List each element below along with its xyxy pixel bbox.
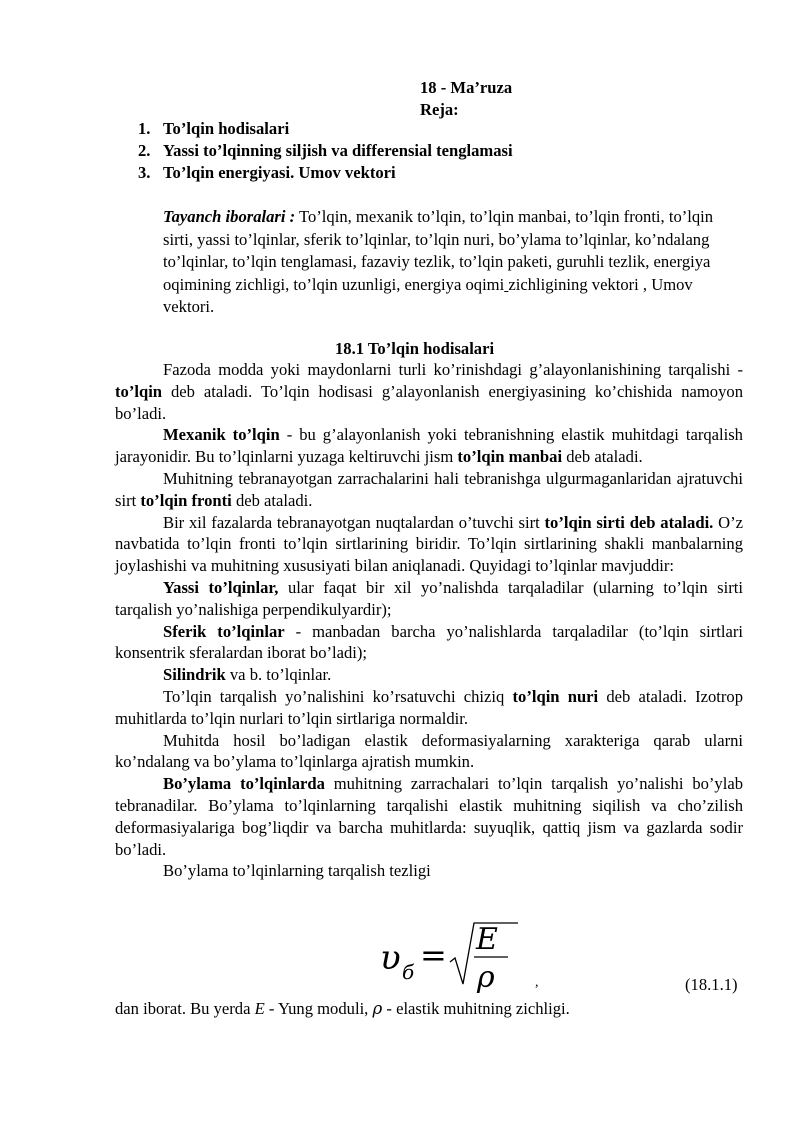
keywords-text: To’lqin, mexanik to’lqin, to’lqin manbai, to’lqin fronti, to’lqin sirti, yassi to’lqinlar, sferik to’lqinlar, to’lqin nuri, bo’ylama to’lqinlar, ko’ndalang to’lqinlar, to’lqin tenglamasi, fazaviy tezlik, to’lqin paketi, guruhli tezlik, energiya oqimining zichligi, to’lqin uzunligi, energiya oqimi xyxy=(163,207,714,294)
plan-list xyxy=(138,118,513,184)
formula-velocity-subscript: б xyxy=(402,960,415,984)
text-run: To’lqin tarqalish yo’nalishini ko’rsatuvchi chiziq xyxy=(163,686,513,706)
text-run: Bir xil fazalarda tebranayotgan nuqtalardan o’tuvchi sirt xyxy=(163,512,545,532)
plan-item-number: 1. xyxy=(138,119,151,138)
keywords-label: Tayanch iboralari : xyxy=(163,207,296,226)
text-run: va b. to’lqinlar. xyxy=(225,665,332,685)
text-run: O’z navbatida to’lqin fronti to’lqin sirtlarining biridir. To’lqin sirtlarining shakli manbalarning joylashishi va muhitning xususiyati bilan aniqlanadi. Quyidagi to’lqinlar mavjuddir: xyxy=(115,512,743,576)
keywords-text-end: zichligining vektori , Umov vektori. xyxy=(163,274,693,316)
plan-item xyxy=(138,118,513,140)
text-run: - bu g’alayonlanish yoki tebranishning elastik muhitdagi tarqalish jarayonidir. Bu to’lqinlarni yuzaga keltiruvchi jism xyxy=(115,425,743,467)
lecture-title: 18 - Ma’ruza xyxy=(420,78,513,97)
equation-number: (18.1.1) xyxy=(685,975,738,994)
symbol-rho: ρ xyxy=(372,999,383,1018)
term-mechanical-wave: Mexanik to’lqin xyxy=(163,425,280,445)
plan-item-text: To’lqin hodisalari xyxy=(163,119,290,138)
term-wave-ray: to’lqin nuri xyxy=(512,686,599,706)
term-spherical-waves: Sferik to’lqinlar xyxy=(163,621,285,641)
text-run: dan iborat. Bu yerda xyxy=(115,999,255,1018)
term-wave-source: to’lqin manbai xyxy=(457,447,563,467)
plan-item xyxy=(138,162,513,184)
text-run: ular faqat bir xil yo’nalishda tarqaladilar (ularning to’lqin sirti tarqalish yo’nalishiga perpendikulyardir); xyxy=(115,577,743,619)
term-wave-surface: to’lqin sirti deb ataladi. xyxy=(544,512,714,532)
paragraph-deformation xyxy=(115,730,743,774)
paragraph-spherical-waves xyxy=(115,621,743,665)
keywords-paragraph xyxy=(163,206,743,319)
paragraph-wave-front xyxy=(115,468,743,512)
plan-item-number: 2. xyxy=(138,141,151,160)
text-run: deb ataladi. Izotrop muhitlarda to’lqin nurlari to’lqin sirtlariga normaldir. xyxy=(115,686,743,728)
paragraph-longitudinal xyxy=(115,773,743,860)
symbol-E: E xyxy=(254,999,265,1018)
text-run: muhitning zarrachalari to’lqin tarqalish yo’nalishi bo’ylab tebranadilar. Bo’ylama to’lqinlarning tarqalishi elastik muhitning siqilish va cho’zilish deformasiyalariga bog’liqdir va barcha muhitlarda: suyuqlik, qattiq jism va gazlarda sodir bo’ladi. xyxy=(115,774,744,859)
formula-explanation xyxy=(115,998,570,1020)
plan-item xyxy=(138,140,513,162)
formula-numerator: E xyxy=(476,922,498,957)
paragraph-cylindrical xyxy=(115,664,743,686)
text-run: deb ataladi. xyxy=(562,447,643,467)
formula-equals: = xyxy=(420,936,447,974)
text-run: Bo’ylama to’lqinlarning tarqalish tezligi xyxy=(163,861,431,881)
term-plane-waves: Yassi to’lqinlar, xyxy=(163,577,279,597)
text-run: Fazoda modda yoki maydonlarni turli ko’rinishdagi g’alayonlanishining tarqalishi - xyxy=(163,360,743,379)
term-wave: to’lqin xyxy=(115,381,163,401)
text-run: Muhitda hosil bo’ladigan elastik deformasiyalarning xarakteriga qarab ularni ko’ndalang va bo’ylama to’lqinlarga ajratish mumkin. xyxy=(115,730,743,772)
term-cylindrical: Silindrik xyxy=(163,665,226,685)
term-longitudinal-waves: Bo’ylama to’lqinlarda xyxy=(163,774,325,794)
text-run: Muhitning tebranayotgan zarrachalarini hali tebranishga ulgurmaganlaridan ajratuvchi sirt xyxy=(115,468,743,510)
plan-label: Reja: xyxy=(420,100,459,119)
text-run: - elastik muhitning zichligi. xyxy=(382,999,570,1018)
text-run: - Yung moduli, xyxy=(264,999,373,1018)
section-title: 18.1 To’lqin hodisalari xyxy=(335,339,495,358)
paragraph-wave xyxy=(115,359,743,424)
formula-comma: , xyxy=(535,975,539,990)
plan-item-text: To’lqin energiyasi. Umov vektori xyxy=(163,163,396,182)
paragraph-plane-waves xyxy=(115,577,743,621)
term-wave-front: to’lqin fronti xyxy=(140,490,232,510)
body-text xyxy=(115,359,743,882)
formula-wave-speed xyxy=(380,920,520,995)
paragraph-wave-surface xyxy=(115,512,743,577)
text-run: deb ataladi. To’lqin hodisasi g’alayonlanish energiyasining ko’chishida namoyon bo’ladi. xyxy=(115,381,743,423)
text-run: - manbadan barcha yo’nalishlarda tarqaladilar (to’lqin sirtlari konsentrik sferalardan iborat bo’ladi); xyxy=(115,621,743,663)
formula-velocity-symbol: υ xyxy=(380,938,401,978)
paragraph-mechanical-wave xyxy=(115,424,743,468)
text-run: deb ataladi. xyxy=(231,490,313,510)
plan-item-text: Yassi to’lqinning siljish va differensial tenglamasi xyxy=(163,141,513,160)
formula-denominator: ρ xyxy=(477,960,495,995)
paragraph-wave-ray xyxy=(115,686,743,730)
paragraph-speed-intro xyxy=(115,860,743,882)
plan-item-number: 3. xyxy=(138,163,151,182)
